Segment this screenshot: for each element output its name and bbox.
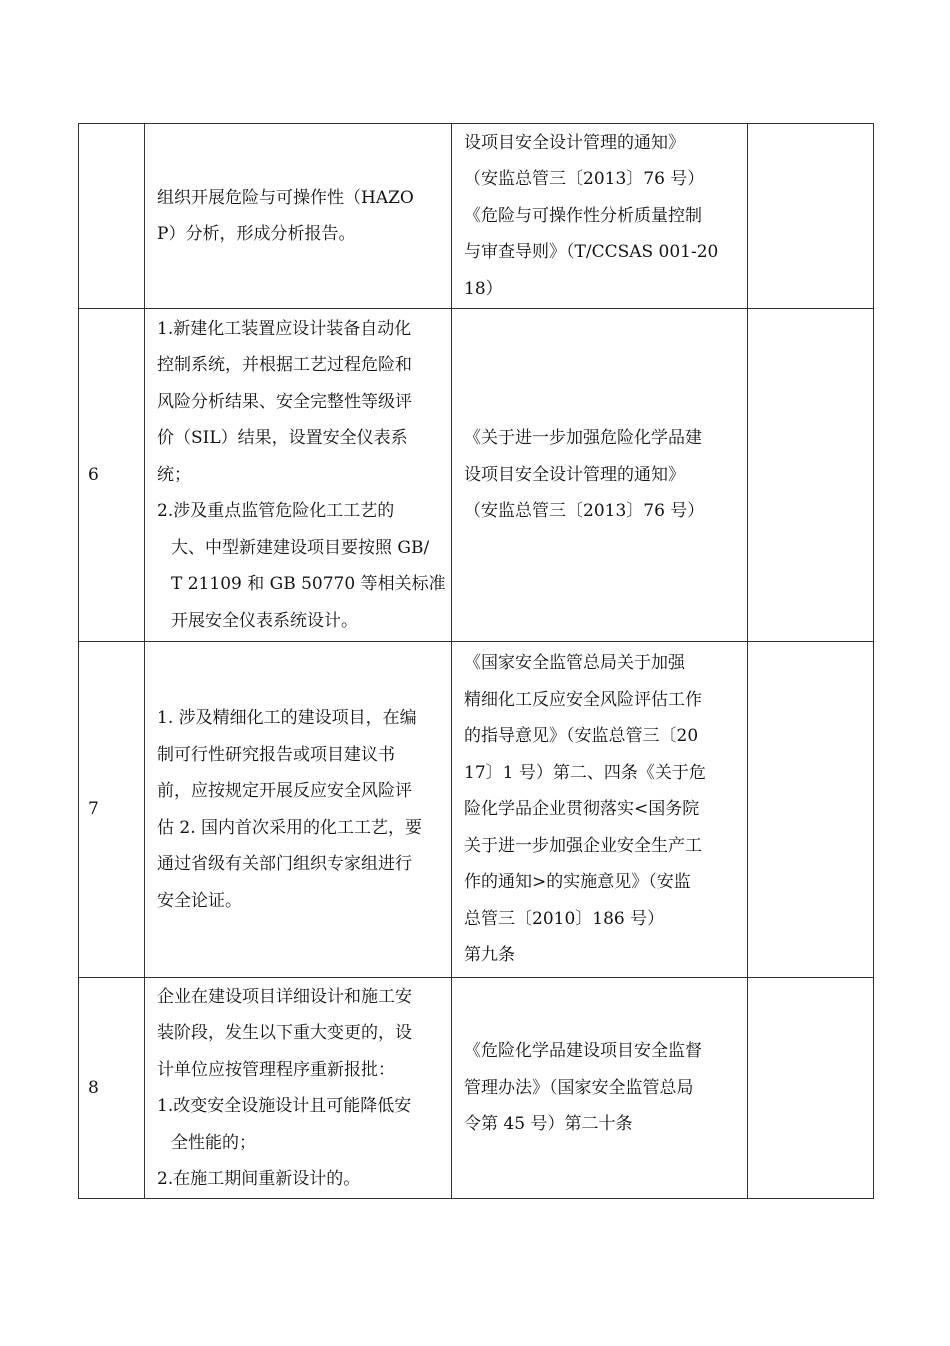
requirement-line: 估 2. 国内首次采用的化工工艺，要 [157,817,423,838]
basis-cell [452,978,748,1199]
requirement-line: 2.涉及重点监管危险化工工艺的 [157,501,395,522]
basis-line: （安监总管三〔2013〕76 号） [464,501,705,522]
requirement-line: 计单位应按管理程序重新报批： [157,1059,395,1080]
basis-cell [452,642,748,978]
row-number [79,124,145,309]
requirement-cell [145,309,452,642]
requirement-line: 价（SIL）结果，设置安全仪表系 [157,428,408,449]
requirement-line: 企业在建设项目详细设计和施工安 [157,986,412,1007]
requirement-line: 统； [157,464,191,485]
requirement-line: T 21109 和 GB 50770 等相关标准 [171,574,446,595]
result-cell [748,978,874,1199]
requirement-line: P）分析，形成分析报告。 [157,224,356,244]
basis-line: 《危险与可操作性分析质量控制 [464,205,702,226]
requirements-table [78,123,874,1199]
requirement-line: 1. 涉及精细化工的建设项目，在编 [157,708,417,728]
requirement-line: 1.改变安全设施设计且可能降低安 [157,1096,412,1116]
table-row [79,642,874,978]
requirement-line: 控制系统，并根据工艺过程危险和 [157,355,412,376]
result-cell [748,309,874,642]
basis-line: 精细化工反应安全风险评估工作 [464,689,702,710]
requirement-line: 前，应按规定开展反应安全风险评 [157,781,412,801]
requirement-line: 开展安全仪表系统设计。 [171,610,358,631]
basis-line: 作的通知>的实施意见》（安监 [464,872,691,893]
basis-cell [452,124,748,309]
requirement-line: 装阶段，发生以下重大变更的，设 [157,1023,412,1043]
basis-line: 关于进一步加强企业安全生产工 [464,835,702,856]
requirement-cell [145,124,452,309]
row-number: 6 [79,309,145,642]
table-row [79,309,874,642]
requirement-line: 风险分析结果、安全完整性等级评 [157,391,412,412]
basis-line: 18） [464,278,503,299]
result-cell [748,124,874,309]
requirement-line: 大、中型新建建设项目要按照 GB/ [171,537,430,558]
basis-line: 第九条 [464,945,515,966]
requirement-line: 通过省级有关部门组织专家组进行 [157,854,412,874]
requirement-line: 制可行性研究报告或项目建议书 [157,744,395,765]
result-cell [748,642,874,978]
basis-line: 设项目安全设计管理的通知》 [464,132,685,153]
basis-line: 险化学品企业贯彻落实<国务院 [464,799,700,820]
basis-line: 17〕1 号）第二、四条《关于危 [464,762,706,783]
basis-line: 的指导意见》（安监总管三〔20 [464,726,699,747]
row-number: 8 [79,978,145,1199]
basis-line: （安监总管三〔2013〕76 号） [464,169,705,190]
requirement-line: 2.在施工期间重新设计的。 [157,1169,361,1189]
requirement-line: 全性能的； [171,1132,256,1153]
requirement-line: 组织开展危险与可操作性（HAZO [157,187,414,208]
basis-line: 令第 45 号）第二十条 [464,1114,633,1135]
row-number: 7 [79,642,145,978]
table-row [79,124,874,309]
requirement-cell [145,642,452,978]
basis-line: 管理办法》（国家安全监管总局 [464,1077,694,1098]
basis-line: 设项目安全设计管理的通知》 [464,464,685,485]
table-row [79,978,874,1199]
basis-cell [452,309,748,642]
basis-line: 总管三〔2010〕186 号） [464,908,665,929]
requirement-line: 安全论证。 [157,890,242,911]
basis-line: 《危险化学品建设项目安全监督 [464,1041,702,1062]
requirement-line: 1.新建化工装置应设计装备自动化 [157,318,412,339]
basis-line: 《国家安全监管总局关于加强 [464,653,685,674]
basis-line: 《关于进一步加强危险化学品建 [464,428,702,449]
requirement-cell [145,978,452,1199]
basis-line: 与审查导则》（T/CCSAS 001-20 [464,242,719,263]
